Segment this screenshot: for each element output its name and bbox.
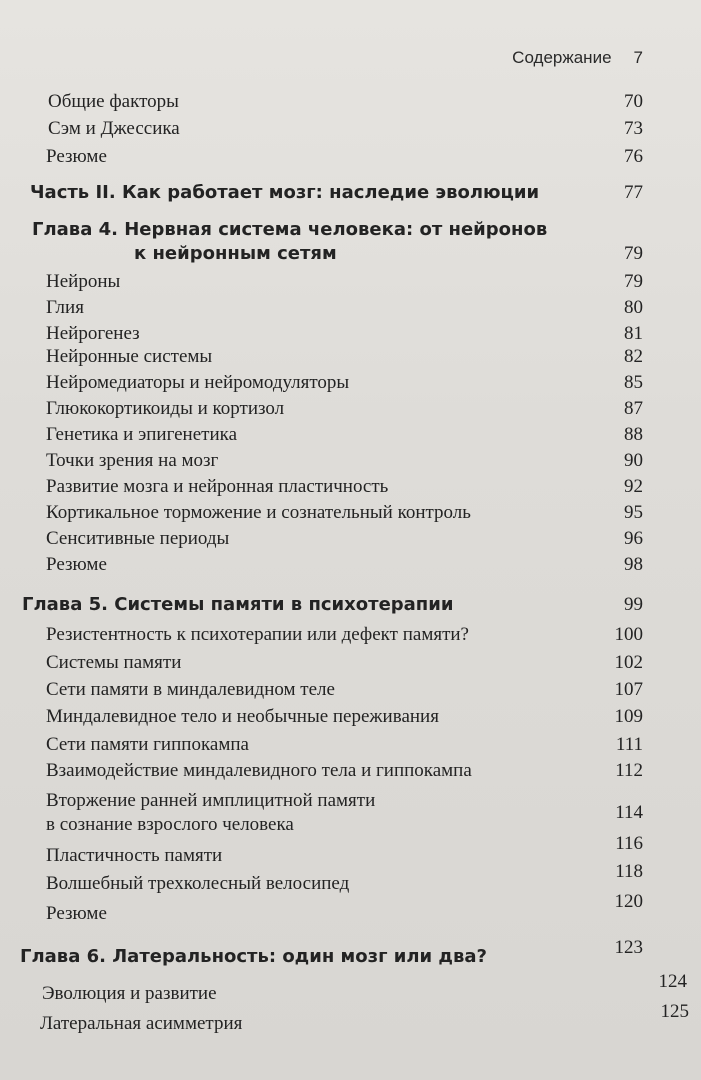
toc-entry-page: 114 [615,802,643,823]
toc-chapter-heading-cont [0,242,701,268]
header-page-number: 7 [633,48,643,67]
toc-entry-title: Глава 6. Латеральность: один мозг или два? [20,946,487,967]
toc-entry [0,501,701,527]
toc-part-heading [0,181,701,207]
toc-entry-page: 85 [624,372,643,393]
toc-entry [0,553,701,579]
toc-entry-page: 98 [624,554,643,575]
toc-entry [0,423,701,449]
toc-chapter-heading [0,218,701,244]
toc-entry [0,296,701,322]
toc-entry-title: Сети памяти в миндалевидном теле [46,679,335,700]
toc-entry-title: Генетика и эпигенетика [46,424,238,445]
toc-entry-page: 96 [624,528,643,549]
toc-entry-title: к нейронным сетям [134,243,337,264]
toc-entry-page: 124 [658,971,687,992]
toc-entry [0,833,701,870]
toc-entry [0,449,701,475]
toc-entry-page: 87 [624,398,643,419]
toc-entry [0,475,701,501]
toc-entry-title: Глюкокортикоиды и кортизол [46,398,285,419]
toc-entry-title: Взаимодействие миндалевидного тела и гиппокампа [46,760,472,781]
toc-entry-page: 81 [624,323,643,344]
toc-entry-title: Нейроны [46,271,121,292]
toc-entry-page: 107 [614,679,643,700]
toc-entry-title: Глава 4. Нервная система человека: от нейронов [32,219,548,240]
toc-entry-page: 116 [615,833,643,854]
toc-entry-title: Резюме [46,146,107,167]
toc-entry-title: Сети памяти гиппокампа [46,734,249,755]
header-section-title: Содержание [512,48,612,67]
toc-entry-title: Пластичность памяти [46,845,223,866]
toc-entry [0,861,701,898]
toc-entry [0,759,701,785]
toc-entry-page: 95 [624,502,643,523]
toc-chapter-heading [0,937,701,971]
toc-entry-title: Сенситивные периоды [46,528,230,549]
toc-entry [0,971,701,1008]
toc-entry-page: 70 [624,91,643,112]
toc-entry [0,891,701,928]
toc-entry [0,733,701,759]
toc-entry-page: 90 [624,450,643,471]
toc-entry [0,397,701,423]
toc-entry-title: Точки зрения на мозг [46,450,219,471]
toc-entry-page: 120 [614,891,643,912]
toc-entry [0,117,701,143]
toc-entry-title: Часть II. Как работает мозг: наследие эволюции [30,182,540,203]
toc-entry-title: Латеральная асимметрия [40,1013,243,1034]
toc-entry [0,1001,701,1038]
toc-entry [0,623,701,649]
toc-entry-title: Нейронные системы [46,346,213,367]
toc-entry-page: 100 [614,624,643,645]
running-header [512,48,643,68]
toc-entry-title: в сознание взрослого человека [46,814,294,835]
toc-entry-page: 82 [624,346,643,367]
toc-entry-title: Резистентность к психотерапии или дефект памяти? [46,624,469,645]
toc-entry-title: Вторжение ранней имплицитной памяти [46,790,376,811]
toc-entry-title: Резюме [46,903,107,924]
toc-entry-title: Сэм и Джессика [48,118,180,139]
toc-entry-page: 88 [624,424,643,445]
toc-entry [0,651,701,677]
toc-entry-page: 112 [615,760,643,781]
toc-entry [0,527,701,553]
toc-entry-title: Глия [46,297,84,318]
toc-entry-page: 73 [624,118,643,139]
toc-entry-title: Развитие мозга и нейронная пластичность [46,476,389,497]
toc-entry-title: Глава 5. Системы памяти в психотерапии [22,594,454,615]
toc-entry-title: Миндалевидное тело и необычные переживания [46,706,439,727]
toc-chapter-heading [0,593,701,619]
toc-entry-page: 79 [624,271,643,292]
toc-entry-page: 76 [624,146,643,167]
toc-entry-page: 118 [615,861,643,882]
toc-entry-page: 80 [624,297,643,318]
toc-entry-cont [0,802,701,839]
toc-entry-page: 77 [624,182,643,203]
toc-entry-title: Нейромедиаторы и нейромодуляторы [46,372,350,393]
toc-entry-title: Общие факторы [48,91,179,112]
toc-entry-page: 125 [660,1001,689,1022]
toc-entry [0,90,701,116]
toc-entry-page: 109 [614,706,643,727]
toc-entry-page: 123 [614,937,643,958]
toc-entry [0,678,701,704]
toc-entry [0,789,701,815]
toc-entry-title: Нейрогенез [46,323,140,344]
toc-entry [0,345,701,371]
toc-entry-title: Резюме [46,554,107,575]
toc-entry-page: 99 [624,594,643,615]
toc-entry-title: Волшебный трехколесный велосипед [46,873,350,894]
toc-entry-page: 79 [624,243,643,264]
toc-entry [0,145,701,171]
toc-entry [0,371,701,397]
toc-entry-title: Системы памяти [46,652,182,673]
toc-entry-page: 111 [615,734,643,755]
toc-entry [0,705,701,731]
toc-entry [0,270,701,296]
toc-entry-title: Эволюция и развитие [42,983,217,1004]
toc-entry-page: 102 [614,652,643,673]
toc-entry-page: 92 [624,476,643,497]
toc-entry-title: Кортикальное торможение и сознательный контроль [46,502,471,523]
